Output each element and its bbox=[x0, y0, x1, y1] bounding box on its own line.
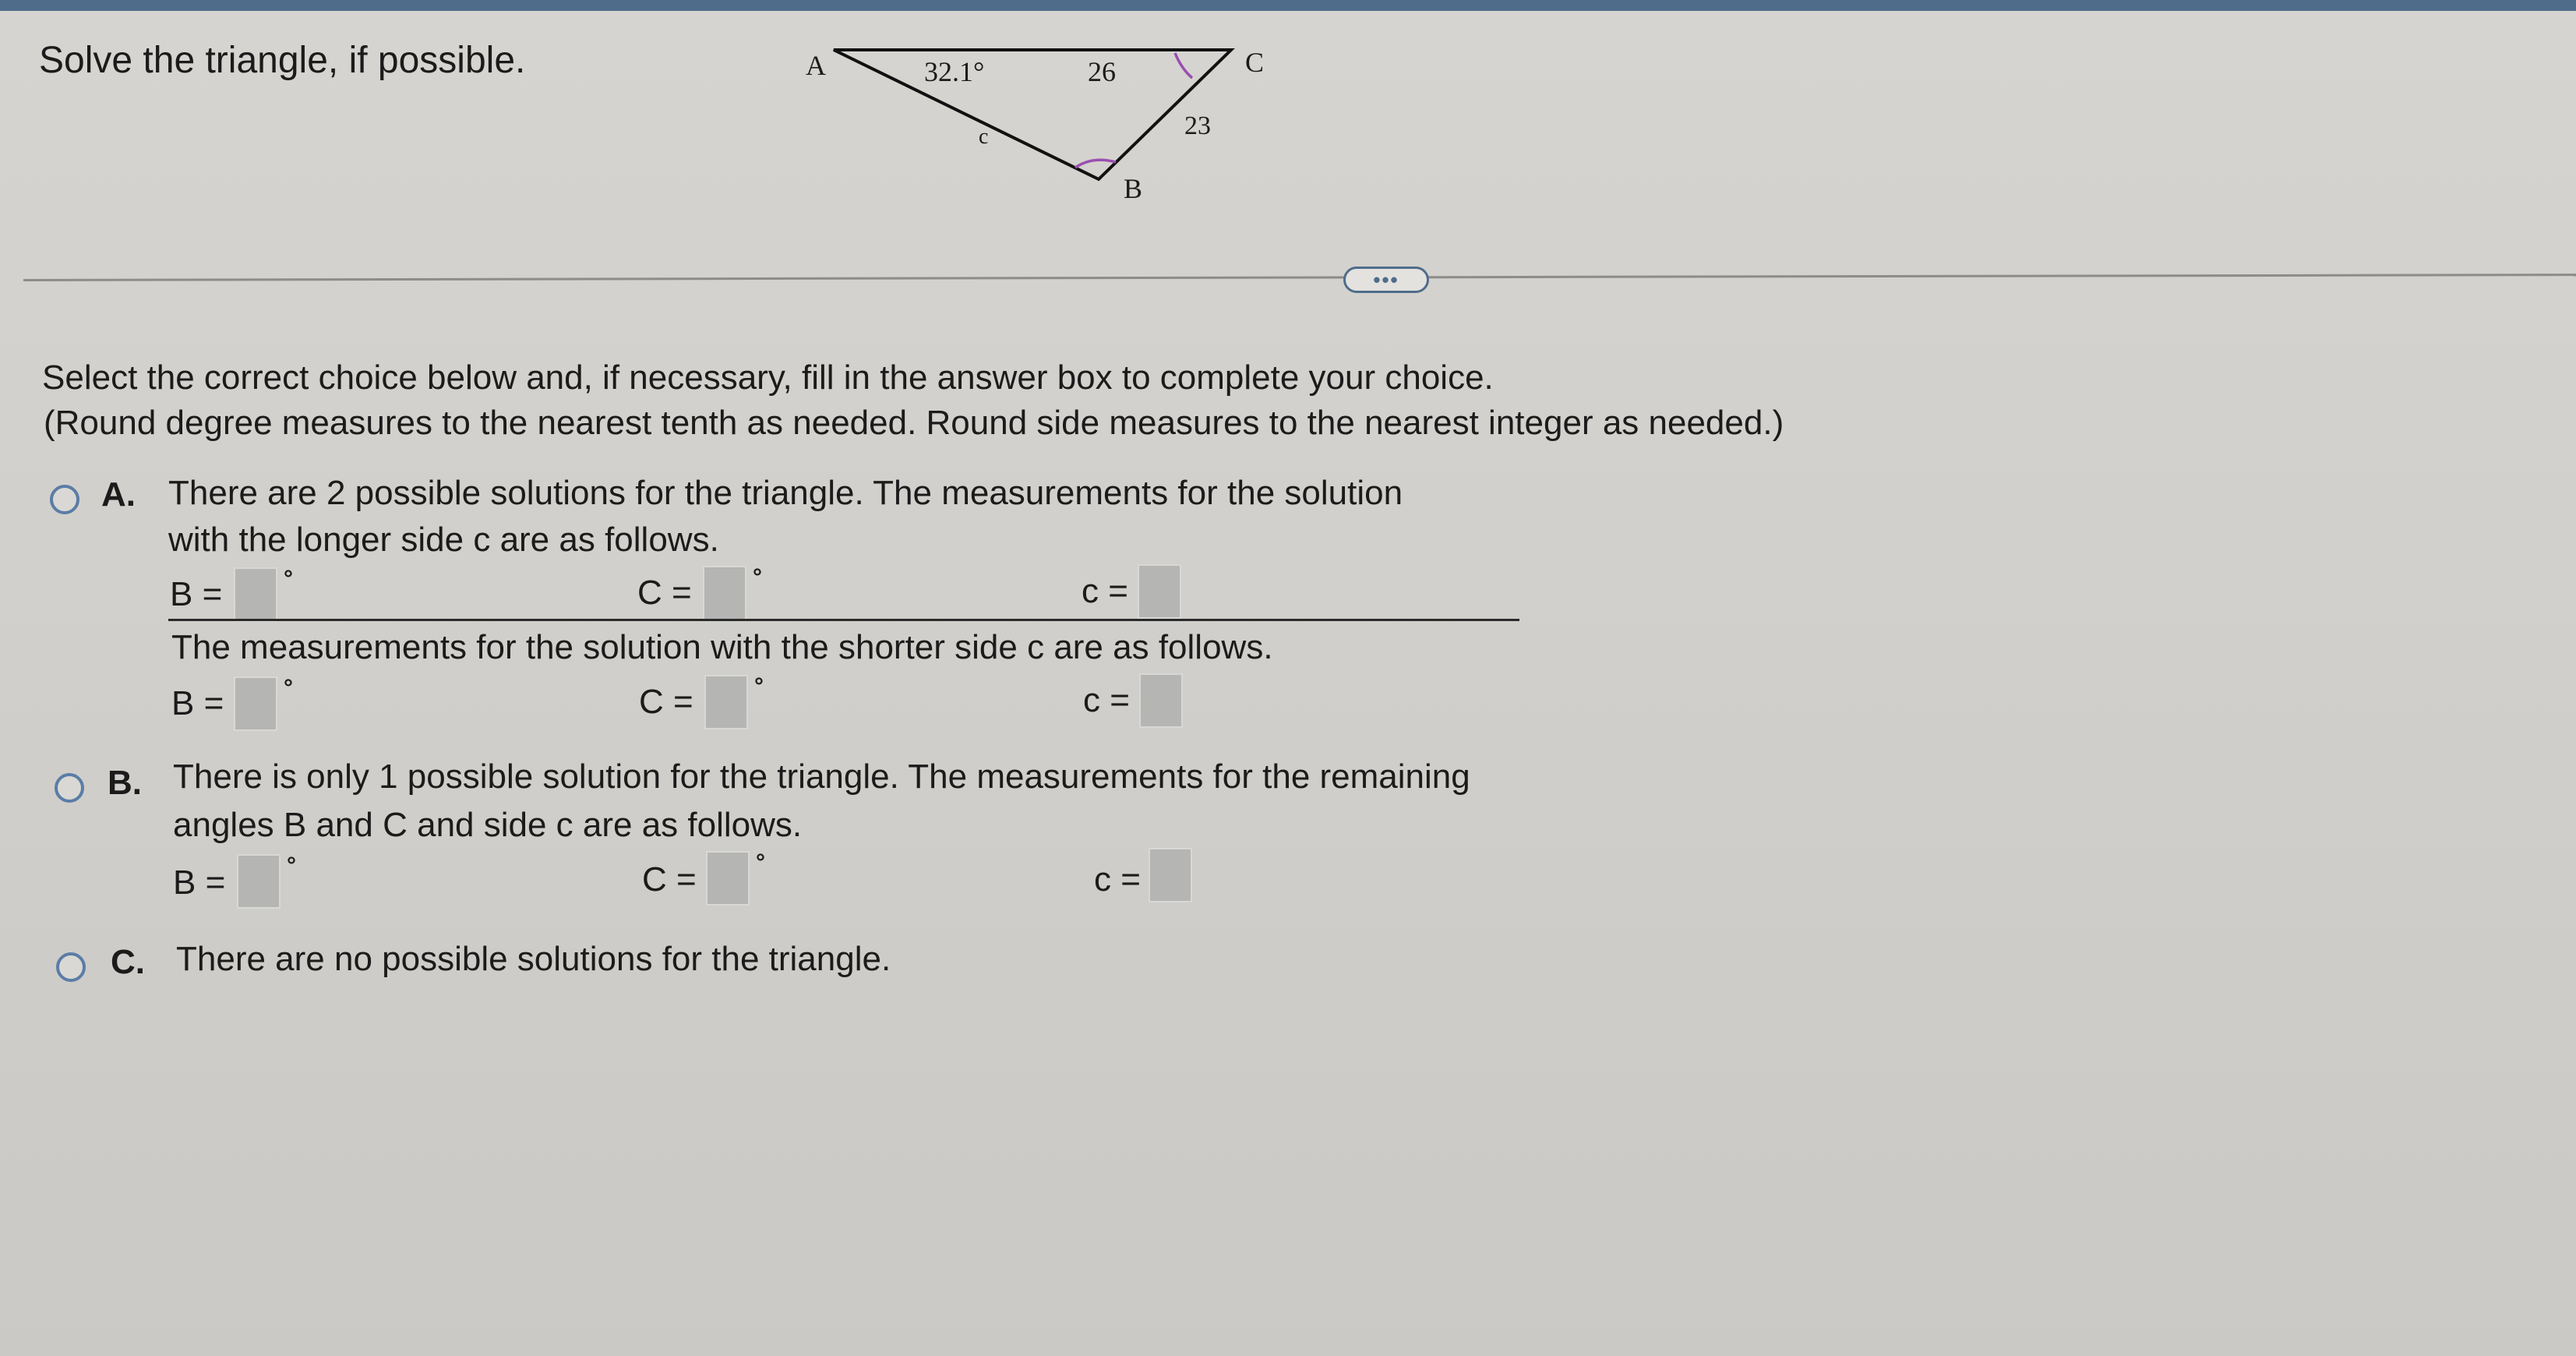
b-c-side-input[interactable] bbox=[1149, 848, 1192, 902]
side-right-label: 23 bbox=[1184, 111, 1211, 140]
a1-b-input[interactable] bbox=[234, 567, 277, 622]
a2-c-degree: ° bbox=[754, 673, 764, 699]
side-c-label: c bbox=[979, 125, 989, 149]
angle-c-arc bbox=[1175, 53, 1192, 78]
choice-c-text: There are no possible solutions for the triangle. bbox=[176, 940, 891, 978]
b-c-angle-label: C = bbox=[642, 860, 697, 899]
instructions-line-2: (Round degree measures to the nearest tenth as needed. Round side measures to the nearest integer as needed.) bbox=[44, 404, 1784, 442]
a1-b-degree: ° bbox=[284, 566, 293, 591]
a2-c-side-input[interactable] bbox=[1139, 673, 1183, 728]
choice-b-letter: B. bbox=[108, 764, 142, 802]
vertex-b-label: B bbox=[1124, 173, 1143, 204]
a1-c-angle-input[interactable] bbox=[703, 566, 746, 620]
angle-a-label: 32.1° bbox=[924, 56, 985, 87]
triangle-figure bbox=[787, 31, 1356, 218]
a1-c-angle-label: C = bbox=[637, 574, 692, 612]
a1-c-degree: ° bbox=[753, 564, 762, 590]
b-b-label: B = bbox=[173, 863, 226, 902]
a2-b-label: B = bbox=[171, 684, 224, 722]
a2-c-angle-label: C = bbox=[639, 683, 693, 721]
choice-c-radio[interactable] bbox=[56, 952, 86, 982]
b-c-degree: ° bbox=[756, 849, 765, 875]
choice-b-text-2: angles B and C and side c are as follows. bbox=[173, 806, 803, 844]
choice-b-text-1: There is only 1 possible solution for the triangle. The measurements for the remaining bbox=[173, 757, 1470, 796]
vertex-c-label: C bbox=[1245, 47, 1265, 78]
side-top-label: 26 bbox=[1088, 56, 1116, 87]
section-divider bbox=[23, 274, 2576, 281]
problem-prompt: Solve the triangle, if possible. bbox=[39, 40, 526, 81]
triangle-shape bbox=[834, 50, 1231, 179]
a2-b-degree: ° bbox=[284, 675, 293, 701]
choice-a-text-2: with the longer side c are as follows. bbox=[168, 521, 719, 559]
vertex-a-label: A bbox=[806, 50, 826, 81]
b-b-degree: ° bbox=[287, 853, 296, 878]
choice-b-radio[interactable] bbox=[55, 773, 84, 803]
choice-a-separator bbox=[168, 619, 1519, 621]
choice-a-sub-text: The measurements for the solution with the shorter side c are as follows. bbox=[171, 628, 1273, 666]
choice-c-letter: C. bbox=[111, 943, 145, 981]
a2-c-angle-input[interactable] bbox=[704, 675, 748, 729]
a1-c-side-label: c = bbox=[1082, 572, 1128, 610]
instructions-line-1: Select the correct choice below and, if necessary, fill in the answer box to complete your choice. bbox=[42, 358, 1494, 397]
a1-b-label: B = bbox=[170, 575, 223, 613]
b-c-side-label: c = bbox=[1094, 860, 1141, 899]
top-bar bbox=[0, 0, 2576, 11]
b-b-input[interactable] bbox=[237, 854, 281, 909]
more-button[interactable]: ••• bbox=[1343, 267, 1429, 293]
a2-c-side-label: c = bbox=[1083, 681, 1130, 719]
choice-a-letter: A. bbox=[101, 475, 136, 514]
a1-c-side-input[interactable] bbox=[1138, 564, 1181, 619]
choice-a-text-1: There are 2 possible solutions for the triangle. The measurements for the solution bbox=[168, 474, 1403, 512]
a2-b-input[interactable] bbox=[234, 676, 277, 731]
b-c-angle-input[interactable] bbox=[706, 851, 750, 906]
choice-a-radio[interactable] bbox=[50, 485, 79, 514]
